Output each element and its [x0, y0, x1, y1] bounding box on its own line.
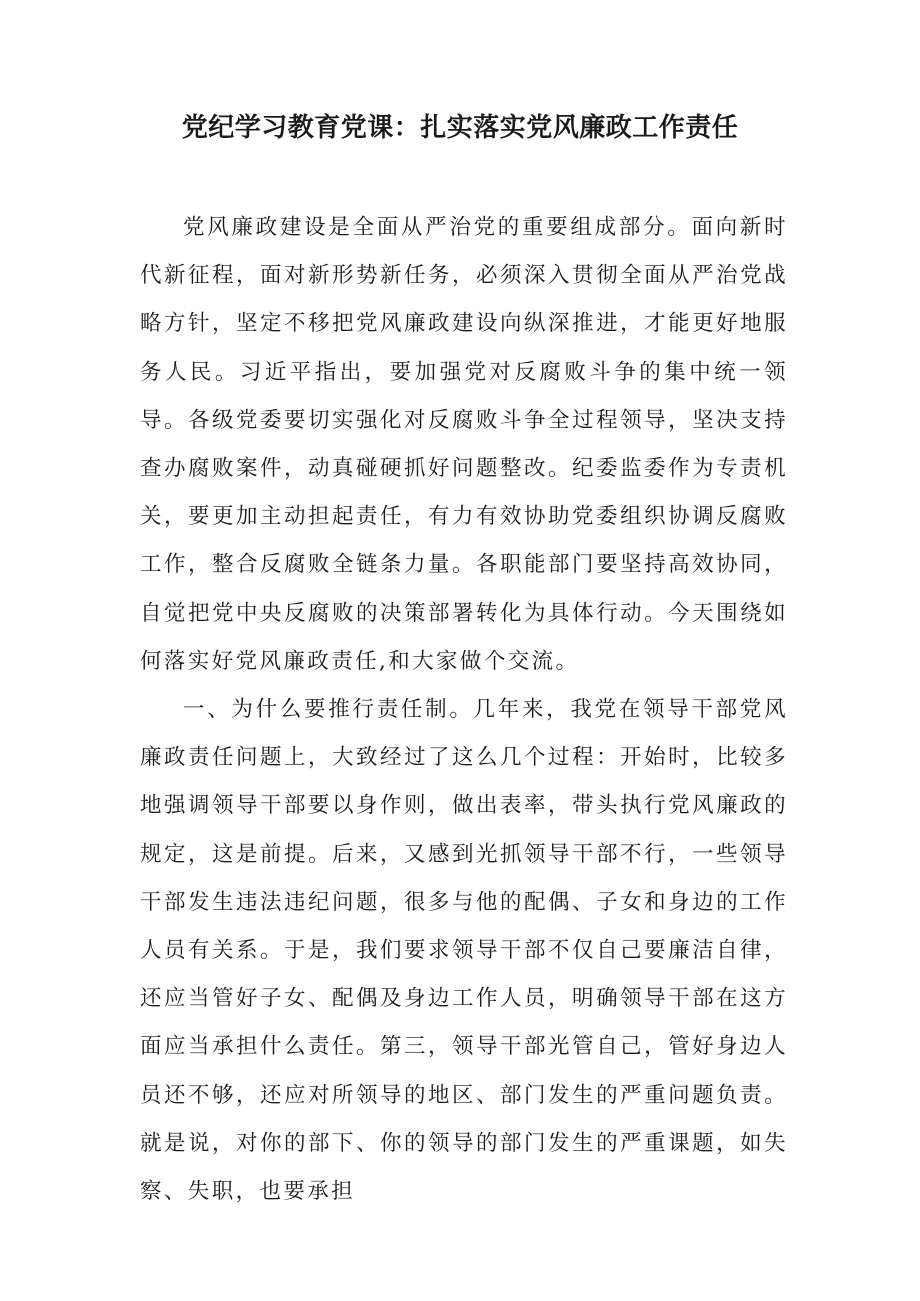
document-body [140, 204, 788, 1216]
paragraph-section-one: 一、为什么要推行责任制。几年来，我党在领导干部党风廉政责任问题上，大致经过了这么几个过程：开始时，比较多地强调领导干部要以身作则，做出表率，带头执行党风廉政的规定，这是前提。后来，又感到光抓领导干部不行，一些领导干部发生违法违纪问题，很多与他的配偶、子女和身边的工作人员有关系。于是，我们要求领导干部不仅自己要廉洁自律，还应当管好子女、配偶及身边工作人员，明确领导干部在这方面应当承担什么责任。第三，领导干部光管自己，管好身边人员还不够，还应对所领导的地区、部门发生的严重问题负责。就是说，对你的部下、你的领导的部门发生的严重课题，如失察、失职，也要承担 [140, 697, 788, 1205]
paragraph-intro: 党风廉政建设是全面从严治党的重要组成部分。面向新时代新征程，面对新形势新任务，必须深入贯彻全面从严治党战略方针，坚定不移把党风廉政建设向纵深推进，才能更好地服务人民。习近平指出，要加强党对反腐败斗争的集中统一领导。各级党委要切实强化对反腐败斗争全过程领导，坚决支持查办腐败案件，动真碰硬抓好问题整改。纪委监委作为专责机关，要更加主动担起责任，有力有效协助党委组织协调反腐败工作，整合反腐败全链条力量。各职能部门要坚持高效协同，自觉把党中央反腐败的决策部署转化为具体行动。今天围绕如何落实好党风廉政责任,和大家做个交流。 [140, 215, 788, 674]
document-title: 党纪学习教育党课：扎实落实党风廉政工作责任 [181, 113, 739, 143]
